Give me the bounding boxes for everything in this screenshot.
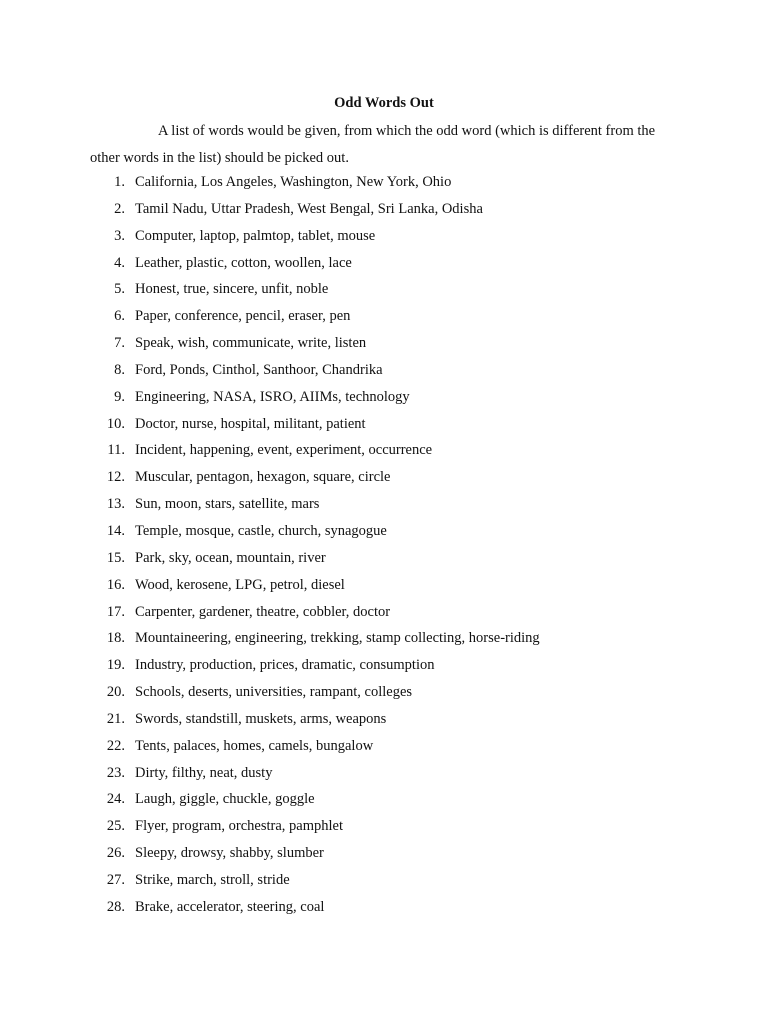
list-item bbox=[0, 386, 768, 413]
item-text: Tents, palaces, homes, camels, bungalow bbox=[135, 737, 374, 754]
item-text: Flyer, program, orchestra, pamphlet bbox=[135, 818, 343, 835]
list-item bbox=[0, 735, 768, 762]
list-item bbox=[0, 681, 768, 708]
item-number: 17. bbox=[106, 603, 125, 620]
list-item bbox=[0, 842, 768, 869]
list-item bbox=[0, 278, 768, 305]
item-text: Sun, moon, stars, satellite, mars bbox=[135, 496, 320, 513]
item-text: Strike, march, stroll, stride bbox=[135, 871, 290, 888]
item-number: 26. bbox=[106, 845, 125, 862]
item-text: Ford, Ponds, Cinthol, Santhoor, Chandrika bbox=[135, 361, 383, 378]
list-item bbox=[0, 252, 768, 279]
item-number: 11. bbox=[107, 442, 125, 459]
item-text: Swords, standstill, muskets, arms, weapons bbox=[135, 710, 387, 727]
list-item bbox=[0, 439, 768, 466]
list-item bbox=[0, 574, 768, 601]
item-text: Paper, conference, pencil, eraser, pen bbox=[135, 308, 351, 325]
item-text: Muscular, pentagon, hexagon, square, circle bbox=[135, 469, 391, 486]
list-item bbox=[0, 654, 768, 681]
item-number: 4. bbox=[114, 254, 125, 271]
list-item bbox=[0, 225, 768, 252]
item-text: Doctor, nurse, hospital, militant, patient bbox=[135, 415, 366, 432]
item-text: California, Los Angeles, Washington, New York, Ohio bbox=[135, 174, 452, 190]
item-text: Carpenter, gardener, theatre, cobbler, doctor bbox=[135, 603, 391, 620]
list-item bbox=[0, 815, 768, 842]
item-number: 5. bbox=[114, 281, 125, 298]
list-item bbox=[0, 198, 768, 225]
item-number: 19. bbox=[106, 657, 125, 674]
item-number: 9. bbox=[114, 388, 125, 405]
list-item bbox=[0, 896, 768, 923]
list-item bbox=[0, 466, 768, 493]
item-text: Honest, true, sincere, unfit, noble bbox=[135, 281, 329, 298]
item-number: 16. bbox=[106, 576, 125, 593]
item-text: Park, sky, ocean, mountain, river bbox=[135, 549, 326, 566]
item-number: 25. bbox=[106, 818, 125, 835]
item-text: Leather, plastic, cotton, woollen, lace bbox=[135, 254, 352, 271]
item-text: Brake, accelerator, steering, coal bbox=[135, 898, 325, 915]
item-text: Temple, mosque, castle, church, synagogue bbox=[135, 522, 387, 539]
document-title: Odd Words Out bbox=[334, 95, 434, 111]
list-item bbox=[0, 305, 768, 332]
item-number: 21. bbox=[106, 710, 125, 727]
list-item bbox=[0, 869, 768, 896]
item-number: 6. bbox=[114, 308, 125, 325]
item-text: Dirty, filthy, neat, dusty bbox=[135, 764, 273, 781]
item-text: Sleepy, drowsy, shabby, slumber bbox=[135, 845, 324, 862]
item-number: 27. bbox=[106, 871, 125, 888]
item-number: 8. bbox=[114, 361, 125, 378]
item-number: 28. bbox=[106, 898, 125, 915]
item-text: Computer, laptop, palmtop, tablet, mouse bbox=[135, 227, 376, 244]
list-item bbox=[0, 493, 768, 520]
item-text: Engineering, NASA, ISRO, AIIMs, technology bbox=[135, 388, 410, 405]
intro-paragraph: A list of words would be given, from which the odd word (which is different from the other words in the list) should be picked out. bbox=[90, 123, 656, 166]
item-number: 15. bbox=[106, 549, 125, 566]
item-number: 7. bbox=[114, 335, 125, 352]
item-text: Industry, production, prices, dramatic, consumption bbox=[135, 657, 435, 674]
list-item bbox=[0, 520, 768, 547]
item-text: Schools, deserts, universities, rampant, colleges bbox=[135, 684, 413, 701]
question-list bbox=[0, 171, 768, 923]
item-text: Incident, happening, event, experiment, occurrence bbox=[135, 442, 433, 459]
list-item bbox=[0, 359, 768, 386]
item-text: Speak, wish, communicate, write, listen bbox=[135, 335, 367, 352]
item-number: 24. bbox=[106, 791, 125, 808]
item-number: 3. bbox=[114, 227, 125, 244]
item-number: 13. bbox=[106, 496, 125, 513]
item-text: Wood, kerosene, LPG, petrol, diesel bbox=[135, 576, 345, 593]
list-item bbox=[0, 627, 768, 654]
list-item bbox=[0, 413, 768, 440]
item-number: 10. bbox=[106, 415, 125, 432]
item-number: 2. bbox=[114, 200, 125, 217]
item-number: 23. bbox=[106, 764, 125, 781]
item-text: Laugh, giggle, chuckle, goggle bbox=[135, 791, 315, 808]
list-item bbox=[0, 788, 768, 815]
item-number: 14. bbox=[106, 522, 125, 539]
item-number: 1. bbox=[114, 174, 125, 190]
list-item bbox=[0, 708, 768, 735]
item-text: Tamil Nadu, Uttar Pradesh, West Bengal, Sri Lanka, Odisha bbox=[135, 200, 483, 217]
list-item bbox=[0, 762, 768, 789]
list-item bbox=[0, 171, 768, 198]
list-item bbox=[0, 332, 768, 359]
item-number: 22. bbox=[106, 737, 125, 754]
item-number: 18. bbox=[106, 630, 125, 647]
list-item bbox=[0, 547, 768, 574]
item-number: 20. bbox=[106, 684, 125, 701]
item-text: Mountaineering, engineering, trekking, stamp collecting, horse-riding bbox=[135, 630, 540, 647]
item-number: 12. bbox=[106, 469, 125, 486]
list-item bbox=[0, 601, 768, 628]
